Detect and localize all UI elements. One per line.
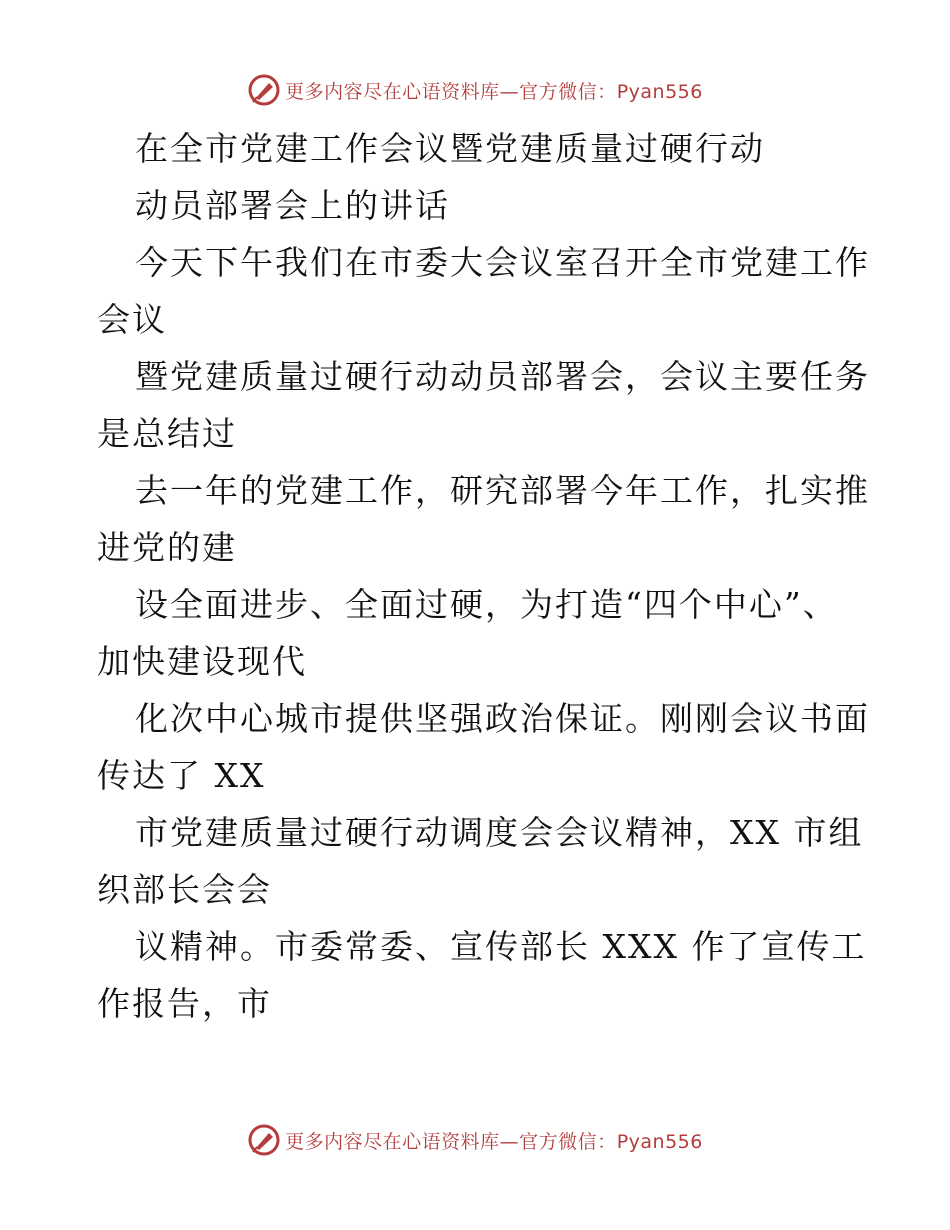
footer-banner: [0, 1120, 950, 1160]
banner-separator: —: [499, 1130, 520, 1153]
text-line: 会议: [97, 300, 167, 339]
header-banner: [0, 70, 950, 110]
pen-nib-logo-icon: [247, 1123, 281, 1157]
banner-separator: —: [499, 80, 520, 103]
banner-wechat-label: 官方微信：: [519, 80, 617, 103]
text-line: 传达了 XX: [97, 756, 266, 795]
text-line: 议精神。市委常委、宣传部长 XXX 作了宣传工: [135, 927, 867, 966]
text-line: 织部长会会: [97, 870, 272, 909]
banner-wechat-id: Pyan556: [616, 1130, 703, 1153]
text-line: 设全面进步、全面过硬，为打造“四个中心”、: [135, 585, 838, 624]
text-line: 化次中心城市提供坚强政治保证。刚刚会议书面: [135, 699, 870, 738]
banner-text: [285, 1127, 703, 1154]
pen-nib-logo-icon: [247, 73, 281, 107]
text-line: 今天下午我们在市委大会议室召开全市党建工作: [135, 243, 870, 282]
text-line: 作报告，市: [97, 984, 272, 1023]
banner-text: [285, 77, 703, 104]
banner-title: 更多内容尽在心语资料库: [285, 1130, 500, 1153]
text-line: 进党的建: [97, 528, 237, 567]
text-line: 市党建质量过硬行动调度会会议精神，XX 市组: [135, 813, 864, 852]
text-line: 在全市党建工作会议暨党建质量过硬行动: [135, 129, 765, 168]
text-line: 去一年的党建工作，研究部署今年工作，扎实推: [135, 471, 870, 510]
text-line: 动员部署会上的讲话: [135, 186, 450, 225]
banner-wechat-id: Pyan556: [616, 80, 703, 103]
text-line: 暨党建质量过硬行动动员部署会，会议主要任务: [135, 357, 870, 396]
text-line: 是总结过: [97, 414, 237, 453]
document-body: [97, 120, 870, 1032]
banner-wechat-label: 官方微信：: [519, 1130, 617, 1153]
text-line: 加快建设现代: [97, 642, 307, 681]
banner-title: 更多内容尽在心语资料库: [285, 80, 500, 103]
